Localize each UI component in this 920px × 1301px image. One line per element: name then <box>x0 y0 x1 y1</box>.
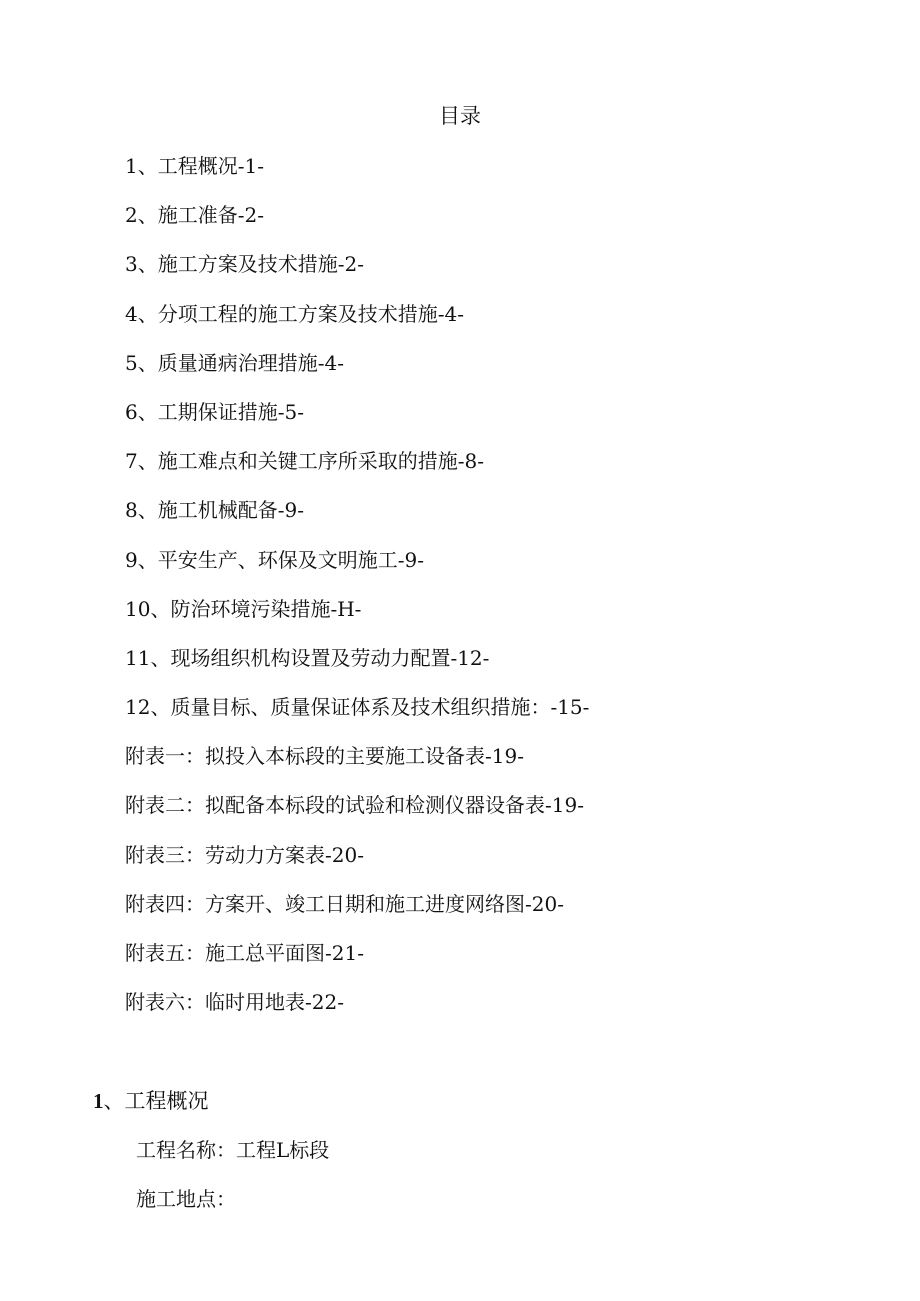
project-name-field: 工程名称：工程L标段 <box>136 1138 330 1162</box>
toc-item[interactable]: 3、施工方案及技术措施-2- <box>125 252 364 277</box>
toc-title: 目录 <box>439 104 481 128</box>
toc-item[interactable]: 2、施工准备-2- <box>125 203 264 228</box>
location-field: 施工地点： <box>136 1187 236 1211</box>
toc-item[interactable]: 8、施工机械配备-9- <box>125 498 304 523</box>
toc-item[interactable]: 1、工程概况-1- <box>125 154 264 178</box>
toc-item[interactable]: 附表三：劳动力方案表-20- <box>125 842 364 867</box>
toc-item[interactable]: 附表四：方案开、竣工日期和施工进度网络图-20- <box>125 891 564 916</box>
toc-item[interactable]: 9、平安生产、环保及文明施工-9- <box>125 547 424 572</box>
toc-item[interactable]: 5、质量通病治理措施-4- <box>125 350 344 375</box>
toc-item[interactable]: 4、分项工程的施工方案及技术措施-4- <box>125 301 464 326</box>
toc-item[interactable]: 附表六：临时用地表-22- <box>125 990 344 1015</box>
section-heading <box>93 1086 209 1116</box>
toc-item[interactable]: 6、工期保证措施-5- <box>125 399 304 424</box>
toc-item[interactable]: 11、现场组织机构设置及劳动力配置-12- <box>125 645 490 670</box>
toc-item[interactable]: 附表一：拟投入本标段的主要施工设备表-19- <box>125 744 524 769</box>
toc-item[interactable]: 10、防治环境污染措施-H- <box>125 596 362 621</box>
toc-item[interactable]: 附表五：施工总平面图-21- <box>125 941 364 965</box>
toc-item[interactable]: 附表二：拟配备本标段的试验和检测仪器设备表-19- <box>125 793 584 818</box>
section-title: 、工程概况 <box>103 1089 209 1113</box>
section-number: 1 <box>93 1089 104 1113</box>
toc-list <box>125 151 589 1036</box>
toc-item[interactable]: 7、施工难点和关键工序所采取的措施-8- <box>125 449 484 474</box>
toc-item[interactable]: 12、质量目标、质量保证体系及技术组织措施：-15- <box>125 695 590 720</box>
